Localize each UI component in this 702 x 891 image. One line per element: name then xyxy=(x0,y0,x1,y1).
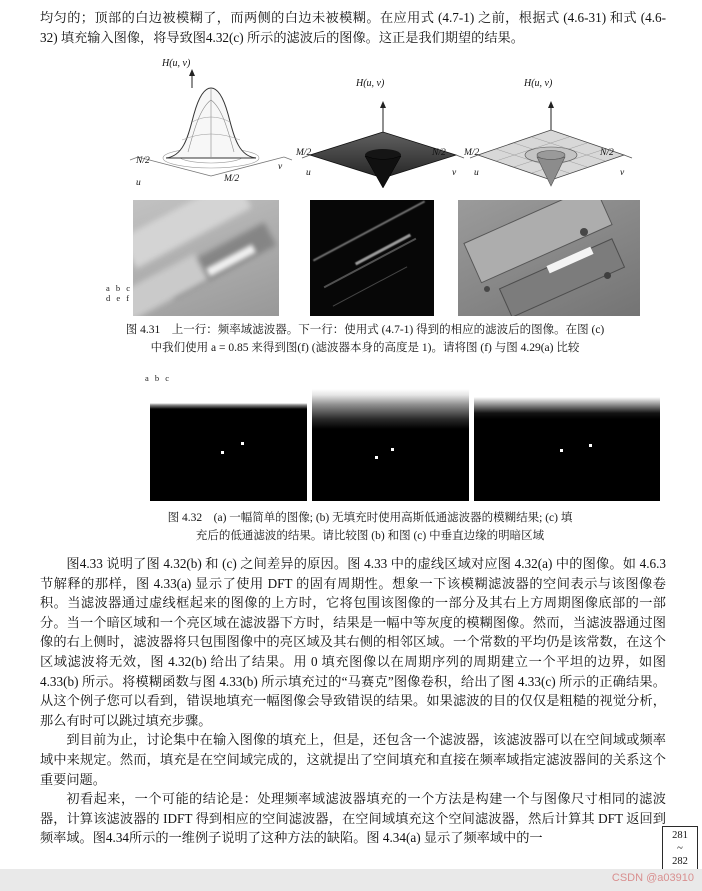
texture-shape xyxy=(313,201,425,262)
letters-row: a b c xyxy=(145,373,172,383)
axis-label-v: v xyxy=(278,162,283,172)
axis-label-huv: H(u, v) xyxy=(356,78,385,89)
watermark-text: CSDN @a03910 xyxy=(611,872,694,884)
axis-label-right: M/2 xyxy=(224,174,240,184)
fig432-image-a xyxy=(150,389,307,501)
surface-plot-graphic xyxy=(126,60,296,198)
fig431-caption xyxy=(110,321,620,357)
speck xyxy=(221,451,224,454)
fig431-subfigure-letters xyxy=(106,284,132,303)
texture-shape xyxy=(580,228,588,236)
bright-band xyxy=(474,389,660,421)
speck xyxy=(375,456,378,459)
page-range-badge xyxy=(662,826,698,871)
axis-label-u: u xyxy=(136,178,141,188)
page-range-tilde: ~ xyxy=(677,843,683,854)
axis-label-huv: H(u, v) xyxy=(524,78,553,89)
axis-label-huv: H(u, v) xyxy=(162,58,191,69)
letters-row-top: a b c xyxy=(106,283,133,293)
caption-line: 充后的低通滤波的结果。请比较图 (b) 和图 (c) 中垂直边缘的明暗区域 xyxy=(195,530,545,542)
paragraph-3: 初看起来，一个可能的结论是：处理频率域滤波器填充的一个方法是构建一个与图像尺寸相同的滤波器，计算该滤波器的 IDFT 得到相应的空间滤波器，在空间域填充这个空间滤波器，然后计算其 DFT 返回到频率域。图4.34所示的一维例子说明了这种方法的缺陷。图 4.34(a) 显示了频率域中的一 xyxy=(40,791,666,846)
fig431-image-d xyxy=(133,200,279,316)
page-number-bottom: 282 xyxy=(672,856,688,867)
plot-highpass-dark xyxy=(298,60,468,198)
bright-band xyxy=(150,389,307,411)
axis-label-right: N/2 xyxy=(600,148,614,158)
body-text xyxy=(40,554,666,848)
axis-label-v: v xyxy=(620,168,625,178)
texture-shape xyxy=(333,266,408,306)
axis-label-left: M/2 xyxy=(296,148,312,158)
fig431-image-f xyxy=(458,200,640,316)
paragraph-2: 到目前为止，讨论集中在输入图像的填充上，但是，还包含一个滤波器，该滤波器可以在空间域或频率域中来规定。然而，填充是在空间域完成的，这就提出了空间填充和直接在频率域指定滤波器间的关系这个重要问题。 xyxy=(40,732,666,787)
texture-shape xyxy=(355,234,411,266)
caption-line: 中我们使用 a = 0.85 来得到图(f) (滤波器本身的高度是 1)。请将图 (f) 与图 4.29(a) 比较 xyxy=(150,342,580,354)
plot-highpass-mesh xyxy=(466,60,636,198)
axis-label-v: v xyxy=(452,168,457,178)
speck xyxy=(241,442,244,445)
letters-row-bottom: d e f xyxy=(106,292,132,303)
speck xyxy=(560,449,563,452)
paragraph-1: 图4.33 说明了图 4.32(b) 和 (c) 之间差异的原因。图 4.33 中的虚线区域对应图 4.32(a) 中的图像。如 4.6.3 节解释的那样，图 4.33(a) 显示了使用 DFT 的固有周期性。想象一下该模糊滤波器的空间表示与该图像卷积。当滤波器通过虚线框起来的图像的上方时，它将包围该图像的一部分及其右上方周期图像底部的一部分。当一个暗区域和一个亮区域在滤波器下方时，结果是一幅中等灰度的模糊图像。然而，当滤波器通过图像的右上侧时，滤波器将只包围图像中的亮区域及其右侧的相邻区域。一个常数的平均仍是该常数，在这个区域滤波将无效，图 4.32(b) 给出了结果。用 0 填充图像以在周期序列的周期建立一个平坦的边界，如图 4.33(b) 所示。将模糊函数与图 4.33(b) 所示填充过的“马赛克”图像卷积，给出了图 4.33(c) 所示的正确结果。从这个例子您可以看到，错误地填充一幅图像会导致错误的结果。如果滤波的目的仅仅是粗糙的视觉分析，那么有时可以跳过填充步骤。 xyxy=(40,556,666,728)
axis-label-left: N/2 xyxy=(136,156,150,166)
axis-label-u: u xyxy=(306,168,311,178)
axis-label-u: u xyxy=(474,168,479,178)
speck xyxy=(391,448,394,451)
fig432-image-b xyxy=(312,389,469,501)
plot-gaussian-lowpass xyxy=(126,60,296,198)
fig432-caption xyxy=(120,509,620,545)
axis-label-right: N/2 xyxy=(432,148,446,158)
caption-line: 图 4.32 (a) 一幅简单的图像; (b) 无填充时使用高斯低通滤波器的模糊结果; (c) 填 xyxy=(167,512,573,524)
fig432-subfigure-letters xyxy=(145,374,171,384)
texture-shape xyxy=(484,286,490,292)
fig431-image-e xyxy=(310,200,434,316)
intro-paragraph: 均匀的；顶部的白边被模糊了，而两侧的白边未被模糊。在应用式 (4.7-1) 之前，根据式 (4.6-31) 和式 (4.6-32) 填充输入图像，将导致图4.32(c) 所示的滤波后的图像。这正是我们期望的结果。 xyxy=(40,10,666,45)
axis-label-left: M/2 xyxy=(464,148,480,158)
page-number-top: 281 xyxy=(672,830,688,841)
caption-line: 图 4.31 上一行：频率域滤波器。下一行：使用式 (4.7-1) 得到的相应的滤波后的图像。在图 (c) xyxy=(125,324,605,336)
page-bottom-edge xyxy=(0,869,702,891)
texture-shape xyxy=(604,272,611,279)
bright-band xyxy=(312,389,469,431)
fig432-image-c xyxy=(474,389,660,501)
speck xyxy=(589,444,592,447)
